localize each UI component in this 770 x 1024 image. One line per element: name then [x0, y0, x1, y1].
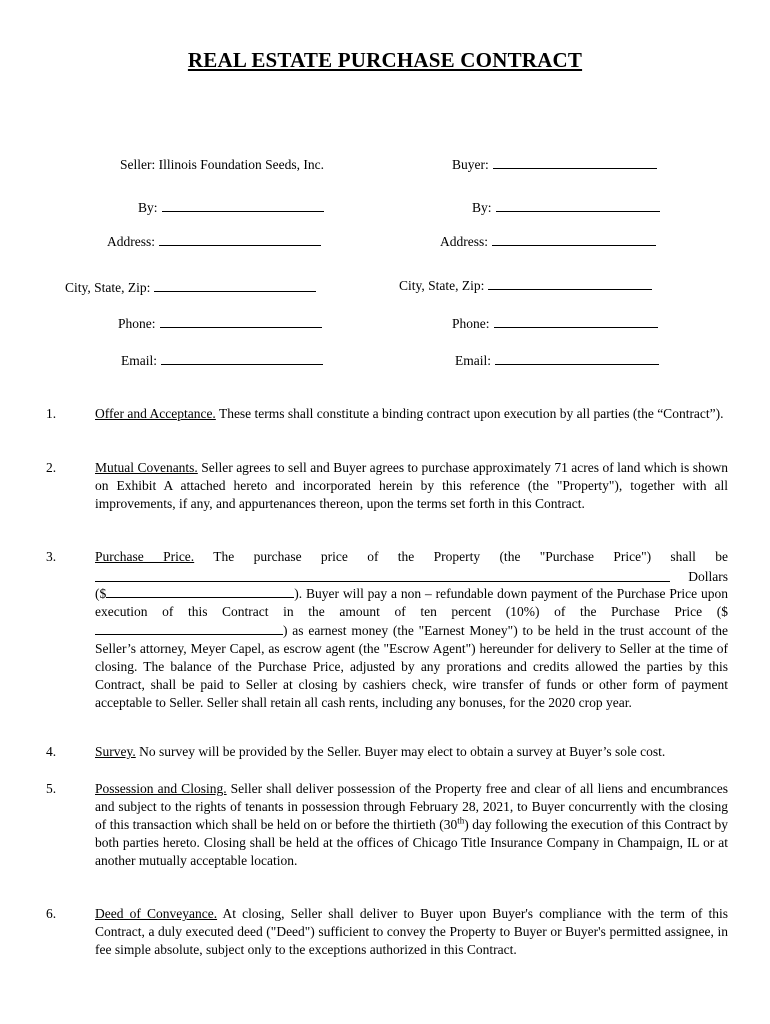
seller-phone-field[interactable]: Phone: — [118, 314, 322, 332]
section-3-heading: Purchase Price. — [95, 549, 195, 564]
section-1-body: Offer and Acceptance. These terms shall constitute a binding contract upon execution by all parties (the “Contract”). — [95, 406, 724, 421]
earnest-money-amount-blank[interactable] — [95, 621, 283, 635]
seller-address-field[interactable]: Address: — [107, 232, 321, 250]
section-6-body: Deed of Conveyance. At closing, Seller shall deliver to Buyer upon Buyer's compliance with the term of this Contract, a duly executed deed ("Deed") sufficient to convey the Property to Buyer or Buyer's permitted assignee, in fee simple absolute, subject only to the exceptions authorized in this Contract. — [95, 906, 729, 957]
buyer-name-field[interactable]: Buyer: — [452, 155, 657, 173]
seller-email-blank[interactable] — [161, 351, 323, 365]
buyer-email-blank[interactable] — [495, 351, 659, 365]
seller-city-blank[interactable] — [154, 278, 316, 292]
seller-address-blank[interactable] — [159, 232, 321, 246]
seller-by-blank[interactable] — [162, 198, 324, 212]
buyer-by-blank[interactable] — [496, 198, 660, 212]
purchase-price-dollars-line: Dollars — [95, 566, 728, 584]
seller-name: Seller: Illinois Foundation Seeds, Inc. — [120, 157, 324, 172]
section-4-heading: Survey. — [95, 744, 136, 759]
buyer-phone-field[interactable]: Phone: — [452, 314, 658, 332]
seller-city-field[interactable]: City, State, Zip: — [65, 278, 316, 296]
section-4-body: Survey. No survey will be provided by the Seller. Buyer may elect to obtain a survey at Buyer’s sole cost. — [95, 744, 666, 759]
seller-email-field[interactable]: Email: — [121, 351, 323, 369]
contract-page: REAL ESTATE PURCHASE CONTRACT Seller: Illinois Foundation Seeds, Inc. By: Address: City, State, Zip: Phone: Email: Buyer: By: Address: City, State, Zip: Phone: Email: 1. Offer and Acceptance. These terms shall constitute a binding contract upon execution by all parties (the “Contract”). 2. Mutual Covenants. Seller agrees to sell and Buyer agrees to purchase approximately 71 acres of land which is shown on Exhibit A attached hereto and incorporated herein by this reference (the "Property"), together with all improvements, if any, and appurtenances thereon, upon the terms set forth in this Contract. 3. Purchase Price. The purchase price of the Property (the "Purchase Price") shall be Dollars ($ ). Buyer will pay a non – refundable down payment of the Purchase Price upon execution of this Contract in the amount of ten percent (10%) of the Purchase Price ($) as earnest money (the "Earnest Money") to be held in the trust account of the Seller’s attorney, Meyer Capel, as escrow agent (the "Escrow Agent") hereunder for delivery to Seller at the time of closing. The balance of the Purchase Price, adjusted by any prorations and credits allowed the parties by this Contract, shall be paid to Seller at closing by cashiers check, wire transfer of funds or other form of payment acceptable to Seller. Seller shall retain all cash rents, including any bonuses, for the 2020 crop year. 4. Survey. No survey will be provided by the Seller. Buyer may elect to obtain a survey at Buyer’s sole cost. 5. Possession and Closing. Seller shall deliver possession of the Property free and clear of all liens and encumbrances and subject to the rights of tenants in possession through February 28, 2021, to Buyer concurrently with the closing of this transaction which shall be held on or before the thirtieth (30th) day following the execution of this Contract by both parties hereto. Closing shall be held at the offices of Chicago Title Insurance Company in Champaign, IL or at another mutually acceptable location. 6. Deed of Conveyance. At closing, Seller shall deliver to Buyer upon Buyer's compliance with the term of this Contract, a duly executed deed ("Deed") sufficient to convey the Property to Buyer or Buyer's permitted assignee, in fee simple absolute, subject only to the exceptions authorized in this Contract. — [0, 0, 770, 1024]
buyer-address-blank[interactable] — [492, 232, 656, 246]
buyer-city-blank[interactable] — [488, 276, 652, 290]
buyer-city-field[interactable]: City, State, Zip: — [399, 276, 652, 294]
section-1-heading: Offer and Acceptance. — [95, 406, 216, 421]
buyer-by-field[interactable]: By: — [472, 198, 660, 216]
section-2-heading: Mutual Covenants. — [95, 460, 198, 475]
purchase-price-words-blank[interactable] — [95, 566, 670, 582]
section-2-body: Mutual Covenants. Seller agrees to sell and Buyer agrees to purchase approximately 71 acres of land which is shown on Exhibit A attached hereto and incorporated herein by this reference (the "Property"), together with all improvements, if any, and appurtenances thereon, upon the terms set forth in this Contract. — [95, 460, 728, 511]
section-5-body: Possession and Closing. Seller shall deliver possession of the Property free and clear of all liens and encumbrances and subject to the rights of tenants in possession through February 28, 2021, to Buyer concurrently with the closing of this transaction which shall be held on or before the thirtieth (30th) day following the execution of this Contract by both parties hereto. Closing shall be held at the offices of Chicago Title Insurance Company in Champaign, IL or at another mutually acceptable location. — [95, 781, 728, 868]
seller-by-field[interactable]: By: — [138, 198, 324, 216]
buyer-name-blank[interactable] — [493, 155, 657, 169]
section-6-heading: Deed of Conveyance. — [95, 906, 218, 921]
buyer-email-field[interactable]: Email: — [455, 351, 659, 369]
buyer-address-field[interactable]: Address: — [440, 232, 656, 250]
buyer-phone-blank[interactable] — [494, 314, 658, 328]
section-5-heading: Possession and Closing. — [95, 781, 227, 796]
seller-phone-blank[interactable] — [160, 314, 322, 328]
section-3-body: Purchase Price. The purchase price of the Property (the "Purchase Price") shall be Dollars ($ ). Buyer will pay a non – refundable down payment of the Purchase Price upon execution of this Contract in the amount of ten percent (10%) of the Purchase Price ($) as earnest money (the "Earnest Money") to be held in the trust account of the Seller’s attorney, Meyer Capel, as escrow agent (the "Escrow Agent") hereunder for delivery to Seller at the time of closing. The balance of the Purchase Price, adjusted by any prorations and credits allowed the parties by this Contract, shall be paid to Seller at closing by cashiers check, wire transfer of funds or other form of payment acceptable to Seller. Seller shall retain all cash rents, including any bonuses, for the 2020 crop year. — [95, 549, 728, 710]
page-title: REAL ESTATE PURCHASE CONTRACT — [187, 48, 583, 72]
purchase-price-amount-blank[interactable] — [106, 584, 294, 598]
